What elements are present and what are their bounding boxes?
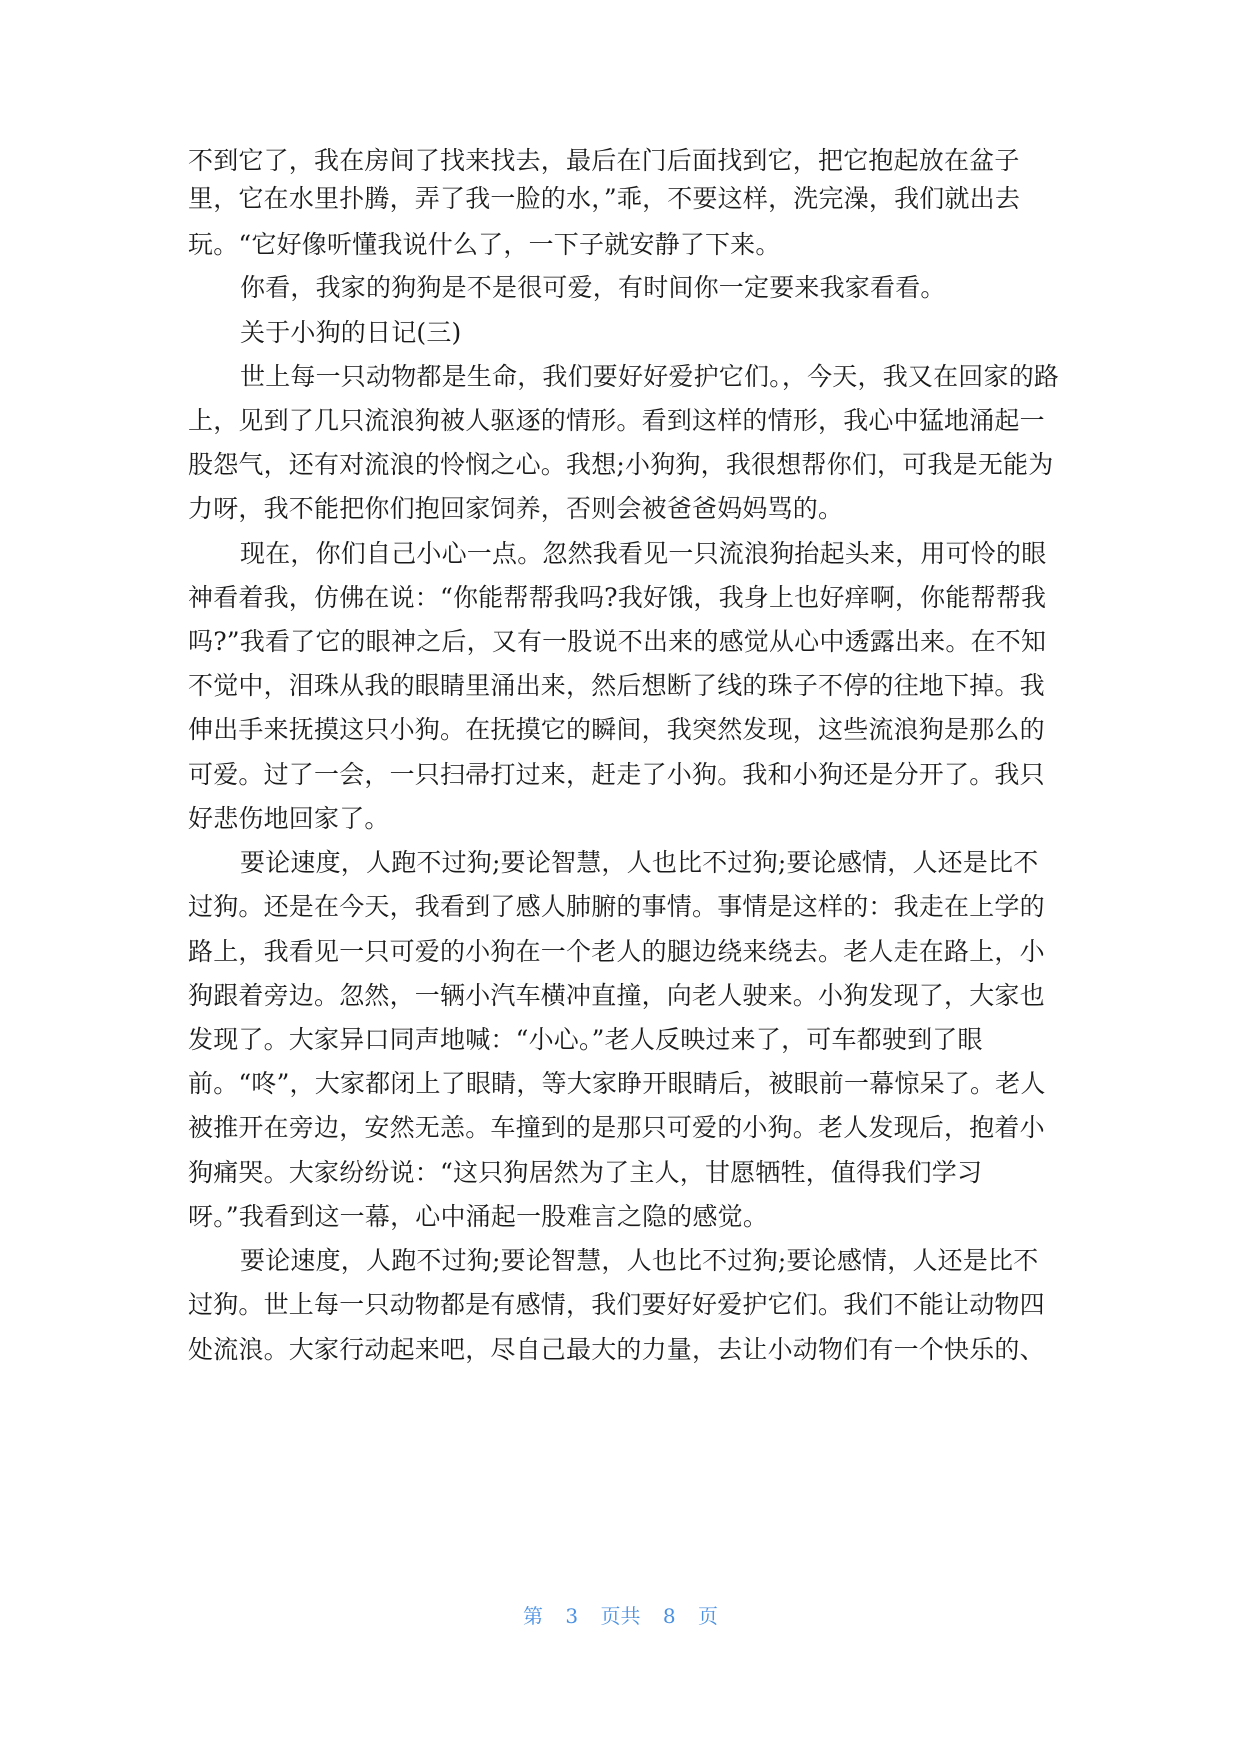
text-line: 世上每一只动物都是生命，我们要好好爱护它们。，今天，我又在回家的路 [240, 362, 1060, 391]
current-page-number: 3 [565, 1604, 579, 1628]
text-line: 上，见到了几只流浪狗被人驱逐的情形。看到这样的情形，我心中猛地涌起一 [188, 406, 1045, 435]
section-heading: 关于小狗的日记(三) [240, 318, 462, 347]
text-line: 力呀，我不能把你们抱回家饲养，否则会被爸爸妈妈骂的。 [188, 494, 844, 523]
text-line: 里，它在水里扑腾，弄了我一脸的水，”乖，不要这样，洗完澡，我们就出去 [188, 184, 1021, 213]
text-line: 被推开在旁边，安然无恙。车撞到的是那只可爱的小狗。老人发现后，抱着小 [188, 1113, 1045, 1142]
footer-middle: 页共 [600, 1604, 641, 1628]
text-line: 前。“咚”，大家都闭上了眼睛，等大家睁开眼睛后，被眼前一幕惊呆了。老人 [188, 1069, 1046, 1098]
text-line: 狗跟着旁边。忽然，一辆小汽车横冲直撞，向老人驶来。小狗发现了，大家也 [188, 981, 1045, 1010]
text-line: 发现了。大家异口同声地喊：“小心。”老人反映过来了，可车都驶到了眼 [188, 1025, 983, 1054]
text-line: 神看着我，仿佛在说：“你能帮帮我吗?我好饿，我身上也好痒啊，你能帮帮我 [188, 583, 1047, 612]
text-line: 过狗。还是在今天，我看到了感人肺腑的事情。事情是这样的：我走在上学的 [188, 892, 1045, 921]
footer-prefix: 第 [523, 1604, 544, 1628]
footer-suffix: 页 [697, 1604, 718, 1628]
text-line: 呀。”我看到这一幕，心中涌起一股难言之隐的感觉。 [188, 1202, 769, 1231]
text-line: 要论速度，人跑不过狗;要论智慧，人也比不过狗;要论感情，人还是比不 [240, 848, 1039, 877]
text-line: 股怨气，还有对流浪的怜悯之心。我想;小狗狗，我很想帮你们，可我是无能为 [188, 450, 1054, 479]
text-line: 吗?”我看了它的眼神之后，又有一股说不出来的感觉从心中透露出来。在不知 [188, 627, 1047, 656]
text-line: 要论速度，人跑不过狗;要论智慧，人也比不过狗;要论感情，人还是比不 [240, 1246, 1039, 1275]
text-line: 过狗。世上每一只动物都是有感情，我们要好好爱护它们。我们不能让动物四 [188, 1290, 1045, 1319]
text-line: 狗痛哭。大家纷纷说：“这只狗居然为了主人，甘愿牺牲，值得我们学习 [188, 1158, 983, 1187]
text-line: 处流浪。大家行动起来吧，尽自己最大的力量，去让小动物们有一个快乐的、 [188, 1335, 1045, 1364]
text-line: 不到它了，我在房间了找来找去，最后在门后面找到它，把它抱起放在盆子 [188, 146, 1020, 175]
text-line: 路上，我看见一只可爱的小狗在一个老人的腿边绕来绕去。老人走在路上，小 [188, 937, 1045, 966]
total-pages-number: 8 [662, 1604, 676, 1628]
text-line: 不觉中，泪珠从我的眼睛里涌出来，然后想断了线的珠子不停的往地下掉。我 [188, 671, 1045, 700]
page-number-footer [0, 1604, 1241, 1628]
text-line: 伸出手来抚摸这只小狗。在抚摸它的瞬间，我突然发现，这些流浪狗是那么的 [188, 715, 1045, 744]
text-line: 玩。“它好像听懂我说什么了，一下子就安静了下来。 [188, 230, 781, 259]
text-line: 可爱。过了一会，一只扫帚打过来，赶走了小狗。我和小狗还是分开了。我只 [188, 760, 1045, 789]
text-line: 你看，我家的狗狗是不是很可爱，有时间你一定要来我家看看。 [240, 273, 946, 302]
text-line: 现在，你们自己小心一点。忽然我看见一只流浪狗抬起头来，用可怜的眼 [240, 539, 1047, 568]
text-line: 好悲伤地回家了。 [188, 804, 390, 833]
